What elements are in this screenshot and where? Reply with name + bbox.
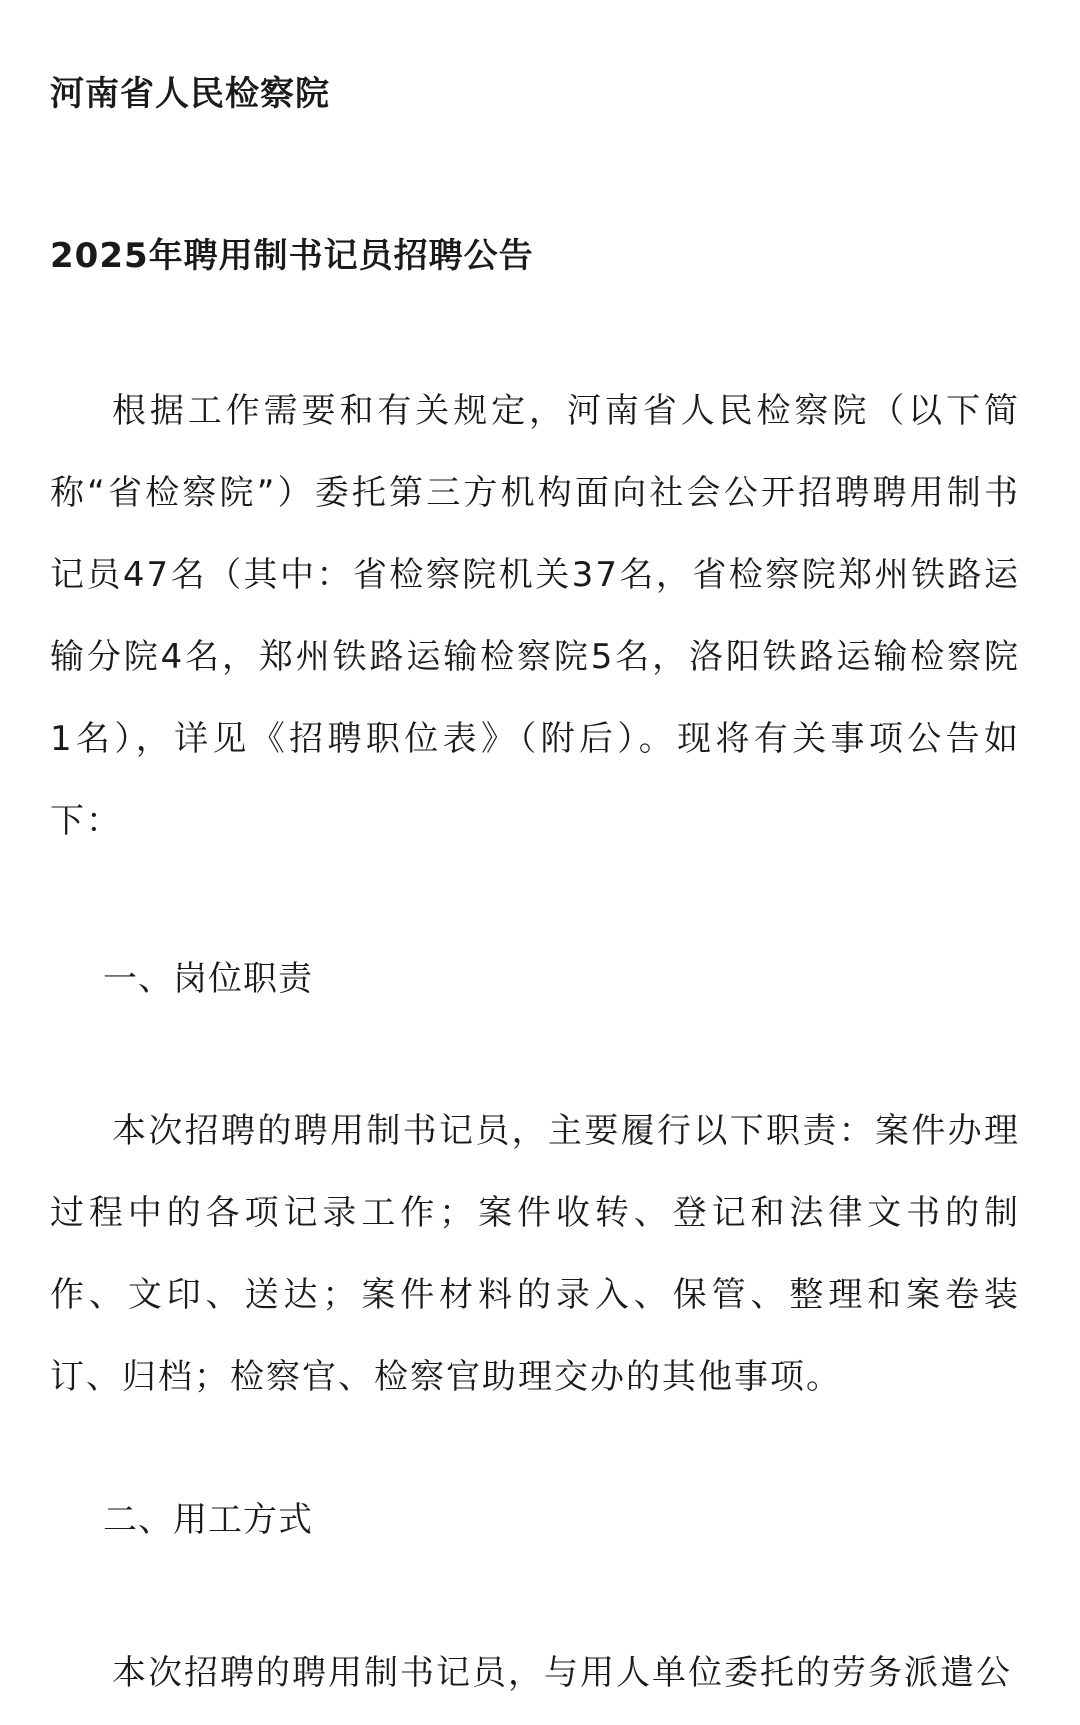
section-body-duties: 本次招聘的聘用制书记员，主要履行以下职责：案件办理过程中的各项记录工作；案件收转、登记和法律文书的制作、文印、送达；案件材料的录入、保管、整理和案卷装订、归档；检察官、检察官助理交办的其他事项。	[50, 1111, 1020, 1397]
announcement-title: 2025年聘用制书记员招聘公告	[50, 236, 534, 276]
section-heading-duties: 一、岗位职责	[103, 959, 313, 999]
organization-name: 河南省人民检察院	[50, 74, 330, 114]
section-heading-employment: 二、用工方式	[103, 1500, 313, 1540]
intro-paragraph: 根据工作需要和有关规定，河南省人民检察院（以下简称“省检察院”）委托第三方机构面向社会公开招聘聘用制书记员47名（其中：省检察院机关37名，省检察院郑州铁路运输分院4名，郑州铁路运输检察院5名，洛阳铁路运输检察院1名），详见《招聘职位表》（附后）。现将有关事项公告如下：	[50, 391, 1020, 841]
section-body-employment: 本次招聘的聘用制书记员，与用人单位委托的劳务派遣公	[112, 1653, 1012, 1693]
